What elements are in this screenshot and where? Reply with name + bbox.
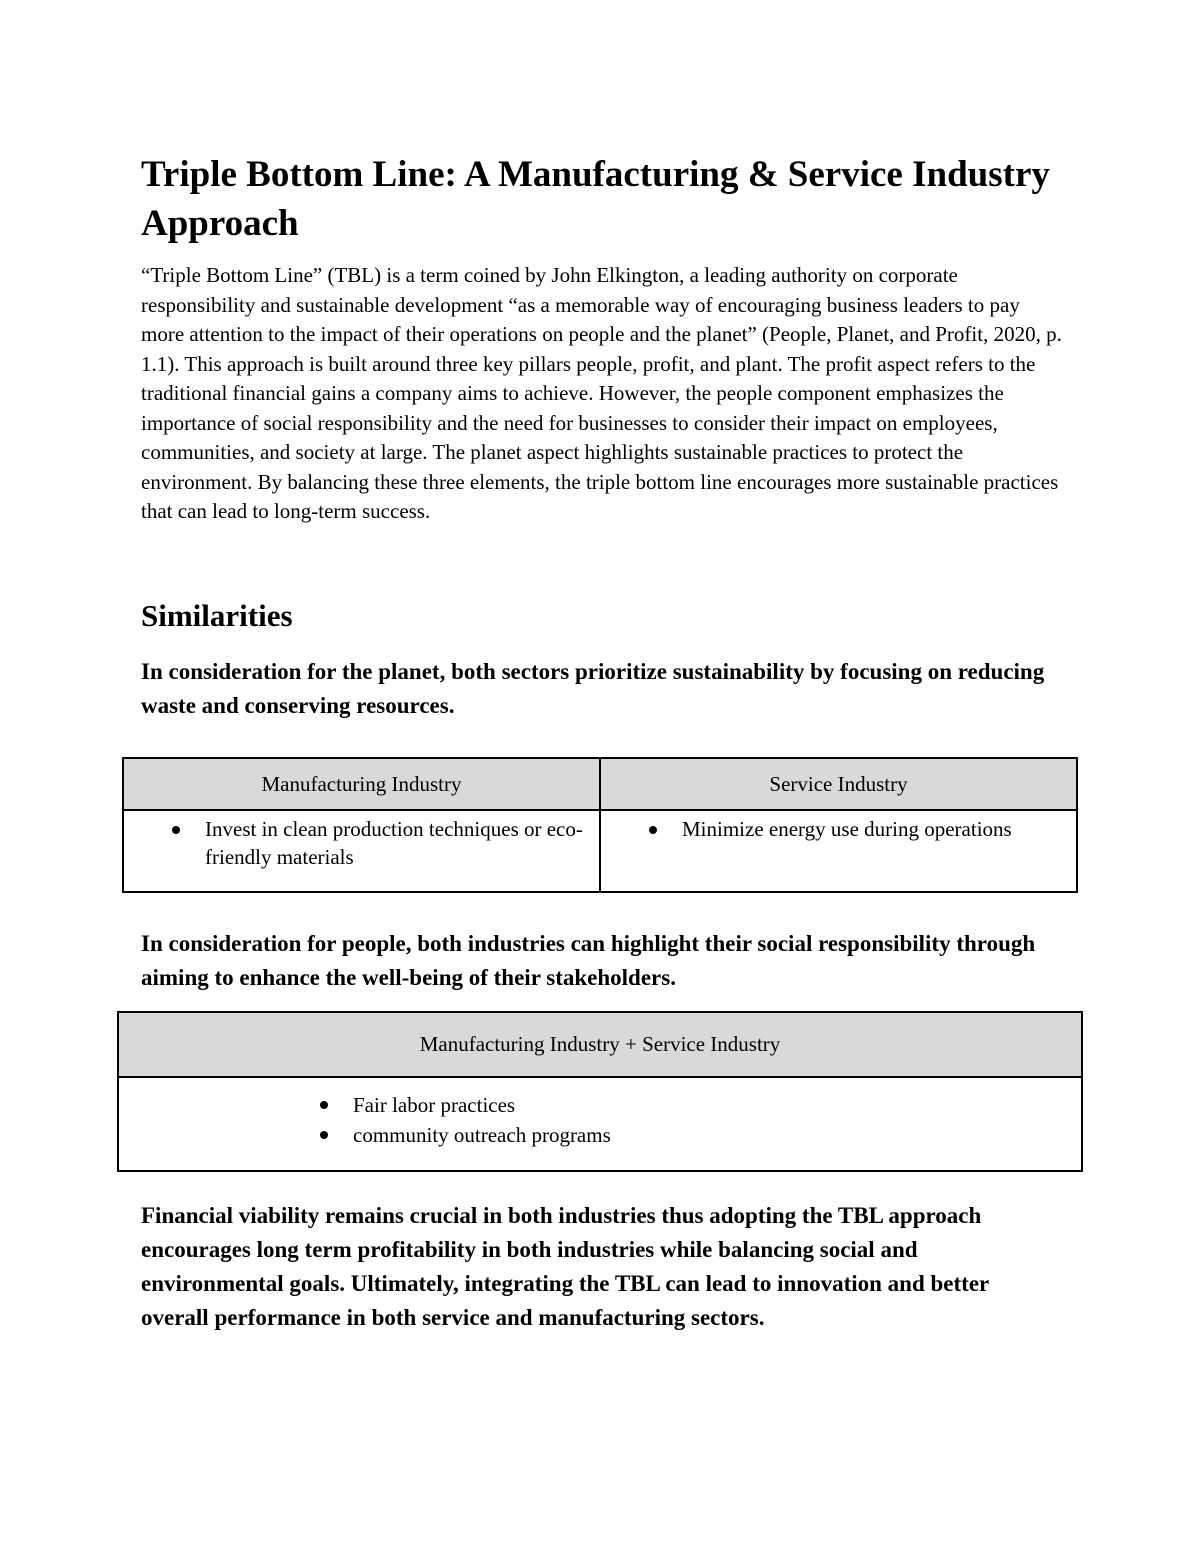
service-cell [600, 810, 1077, 892]
list-item-text: Minimize energy use during operations [682, 817, 1012, 841]
people-list [353, 1090, 1081, 1150]
table-row [118, 1077, 1082, 1171]
list-item [353, 1120, 1081, 1150]
bullet-icon [172, 826, 180, 834]
table-row [123, 810, 1077, 892]
service-header: Service Industry [600, 758, 1077, 810]
document-title: Triple Bottom Line: A Manufacturing & Service Industry Approach [141, 154, 1050, 244]
people-table [117, 1011, 1083, 1172]
planet-comparison-table [122, 757, 1078, 893]
list-item-text: Fair labor practices [353, 1093, 516, 1117]
table-header-row [118, 1012, 1082, 1077]
intro-paragraph: “Triple Bottom Line” (TBL) is a term coined by John Elkington, a leading authority on corporate responsibility and sustainable development “as a memorable way of encouraging business leaders to pay more attention to the impact of their operations on people and the planet” (People, Planet, and Profit, 2020, p. 1.1). This approach is built around three key pillars people, profit, and plant. The profit aspect refers to the traditional financial gains a company aims to achieve. However, the people component emphasizes the importance of social responsibility and the need for businesses to consider their impact on employees, communities, and society at large. The planet aspect highlights sustainable practices to protect the environment. By balancing these three elements, the triple bottom line encourages more sustainable practices that can lead to long-term success. [141, 263, 1062, 523]
list-item [682, 815, 1066, 843]
manufacturing-header: Manufacturing Industry [123, 758, 600, 810]
people-statement: In consideration for people, both industries can highlight their social responsibility through aiming to enhance the well-being of their stakeholders. [141, 931, 1036, 990]
list-item-text: Invest in clean production techniques or eco-friendly materials [205, 817, 583, 869]
bullet-icon [320, 1131, 328, 1139]
table-header-row [123, 758, 1077, 810]
bullet-icon [320, 1101, 328, 1109]
manufacturing-list [205, 815, 589, 871]
list-item [353, 1090, 1081, 1120]
combined-industry-header: Manufacturing Industry + Service Industry [118, 1012, 1082, 1077]
bullet-icon [649, 826, 657, 834]
list-item [205, 815, 589, 871]
similarities-heading: Similarities [141, 598, 293, 633]
combined-industry-cell [118, 1077, 1082, 1171]
service-list [682, 815, 1066, 843]
list-item-text: community outreach programs [353, 1123, 611, 1147]
planet-statement: In consideration for the planet, both sectors prioritize sustainability by focusing on reducing waste and conserving resources. [141, 659, 1045, 718]
conclusion-paragraph: Financial viability remains crucial in both industries thus adopting the TBL approach encourages long term profitability in both industries while balancing social and environmental goals. Ultimately, integrating the TBL can lead to innovation and better overall performance in both service and manufacturing sectors. [141, 1203, 989, 1330]
manufacturing-cell [123, 810, 600, 892]
